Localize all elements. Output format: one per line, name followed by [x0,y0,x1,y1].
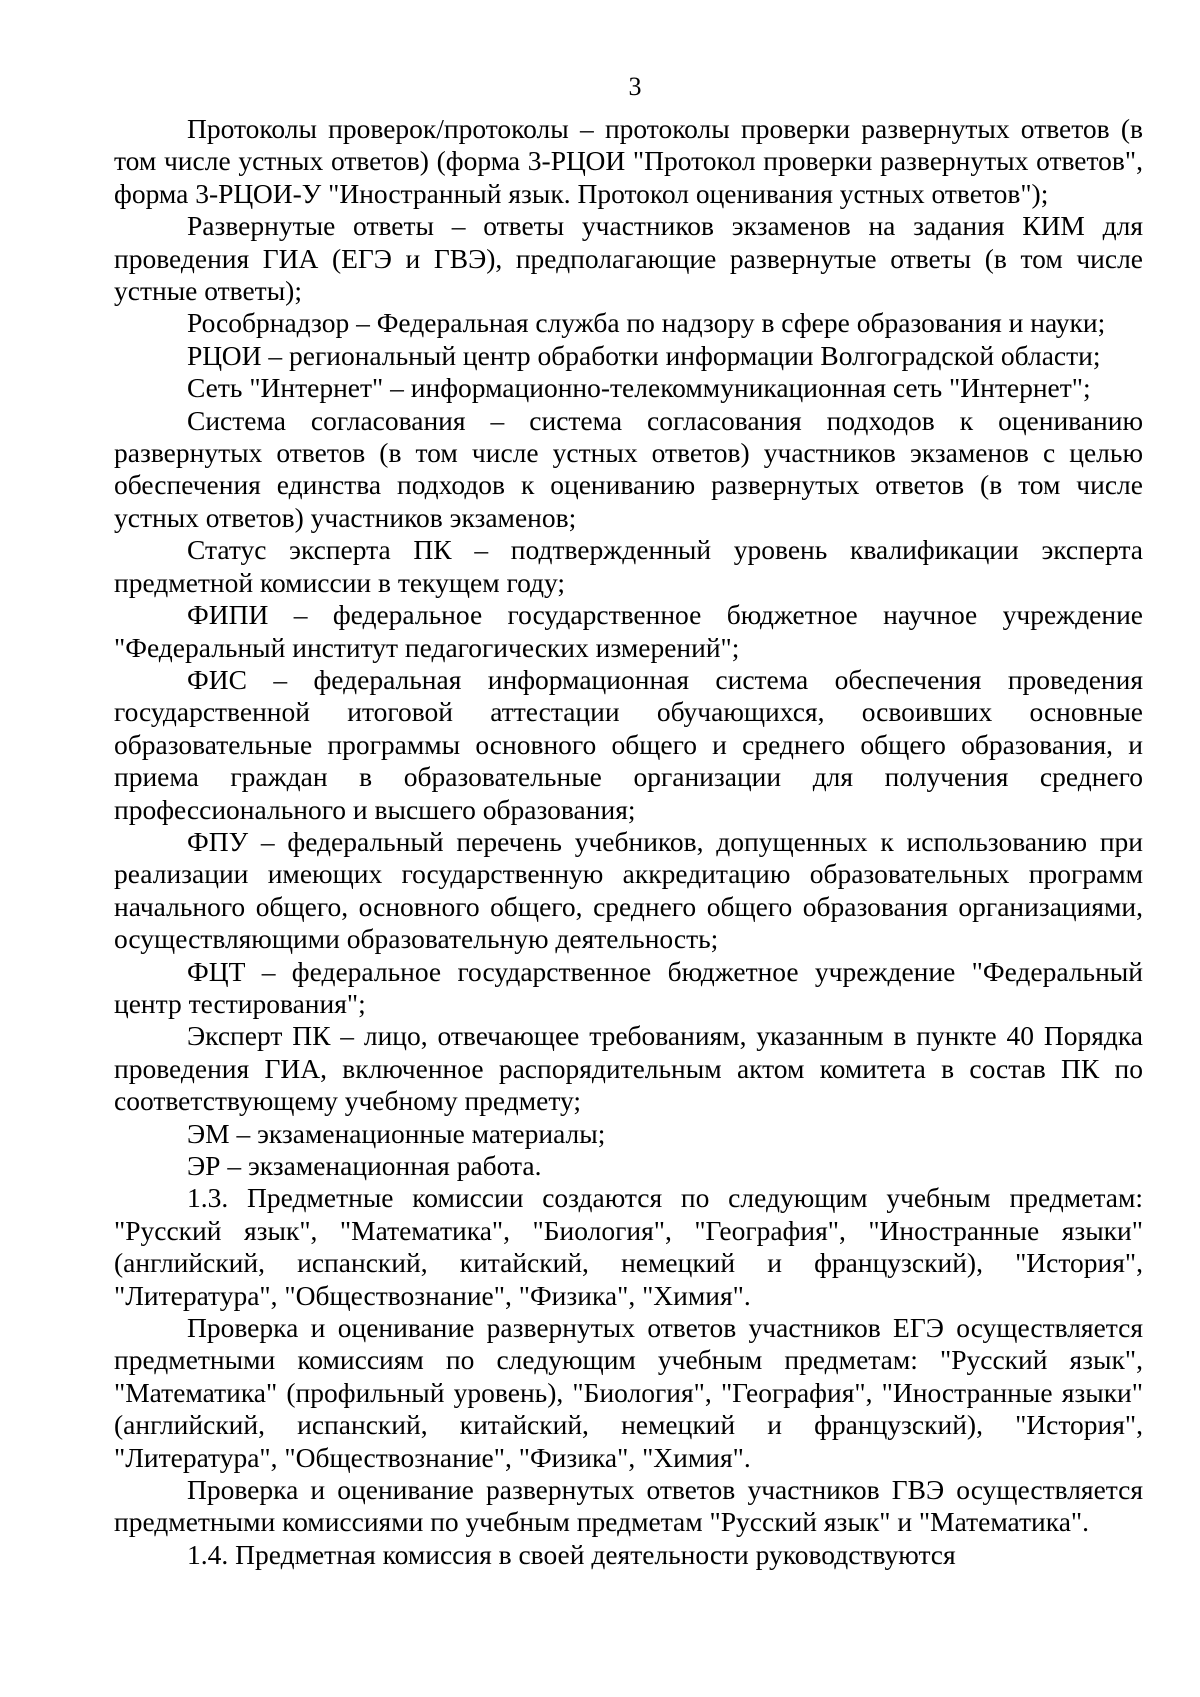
definition-fipi: ФИПИ – федеральное государственное бюджетное научное учреждение "Федеральный институт педагогических измерений"; [114,599,1143,663]
document-body [114,113,1143,1571]
clause-1-4: 1.4. Предметная комиссия в своей деятельности руководствуются [187,1538,956,1570]
page-number: 3 [628,72,642,101]
definition-protocols: Протоколы проверок/протоколы – протоколы проверки развернутых ответов (в том числе устных ответов) (форма 3-РЦОИ "Протокол проверки развернутых ответов", форма 3-РЦОИ-У "Иностранный язык. Протокол оценивания устных ответов"); [114,113,1143,209]
definition-fis: ФИС – федеральная информационная система обеспечения проведения государственной итоговой аттестации обучающихся, освоивших основные образовательные программы основного общего и среднего общего образования, и приема граждан в образовательные организации для получения среднего профессионального и высшего образования; [114,663,1143,825]
definition-internet: Сеть "Интернет" – информационно-телекоммуникационная сеть "Интернет"; [187,372,1091,404]
clause-1-3: 1.3. Предметные комиссии создаются по следующим учебным предметам: "Русский язык", "Математика", "Биология", "География", "Иностранные языки" (английский, испанский, китайский, немецкий и французский), "История", "Литература", "Обществознание", "Физика", "Химия". [114,1182,1143,1311]
definition-rcoi: РЦОИ – региональный центр обработки информации Волгоградской области; [187,339,1101,371]
clause-gve-subjects: Проверка и оценивание развернутых ответов участников ГВЭ осуществляется предметными комиссиями по учебным предметам "Русский язык" и "Математика". [114,1474,1143,1538]
definition-em: ЭМ – экзаменационные материалы; [187,1117,606,1149]
clause-ege-subjects: Проверка и оценивание развернутых ответов участников ЕГЭ осуществляется предметными комиссиям по следующим учебным предметам: "Русский язык", "Математика" (профильный уровень), "Биология", "География", "Иностранные языки" (английский, испанский, китайский, немецкий и французский), "История", "Литература", "Обществознание", "Физика", "Химия". [114,1312,1143,1473]
definition-expert: Эксперт ПК – лицо, отвечающее требованиям, указанным в пункте 40 Порядка проведения ГИА, включенное распорядительным актом комитета в состав ПК по соответствующему учебному предмету; [114,1020,1143,1117]
definition-fpu: ФПУ – федеральный перечень учебников, допущенных к использованию при реализации имеющих государственную аккредитацию образовательных программ начального общего, основного общего, среднего общего образования организациями, осуществляющими образовательную деятельность; [114,825,1143,955]
definition-coordination-system: Система согласования – система согласования подходов к оцениванию развернутых ответов (в том числе устных ответов) участников экзаменов с целью обеспечения единства подходов к оцениванию развернутых ответов (в том числе устных ответов) участников экзаменов; [114,404,1143,533]
definition-er: ЭР – экзаменационная работа. [187,1150,542,1181]
definition-expert-status: Статус эксперта ПК – подтвержденный уровень квалификации эксперта предметной комиссии в текущем году; [114,534,1143,598]
definition-rosobrnadzor: Рособрнадзор – Федеральная служба по надзору в сфере образования и науки; [187,307,1106,339]
definition-fct: ФЦТ – федеральное государственное бюджетное учреждение "Федеральный центр тестирования"; [114,955,1143,1019]
definition-extended-answers: Развернутые ответы – ответы участников экзаменов на задания КИМ для проведения ГИА (ЕГЭ и ГВЭ), предполагающие развернутые ответы (в том числе устные ответы); [114,210,1143,307]
